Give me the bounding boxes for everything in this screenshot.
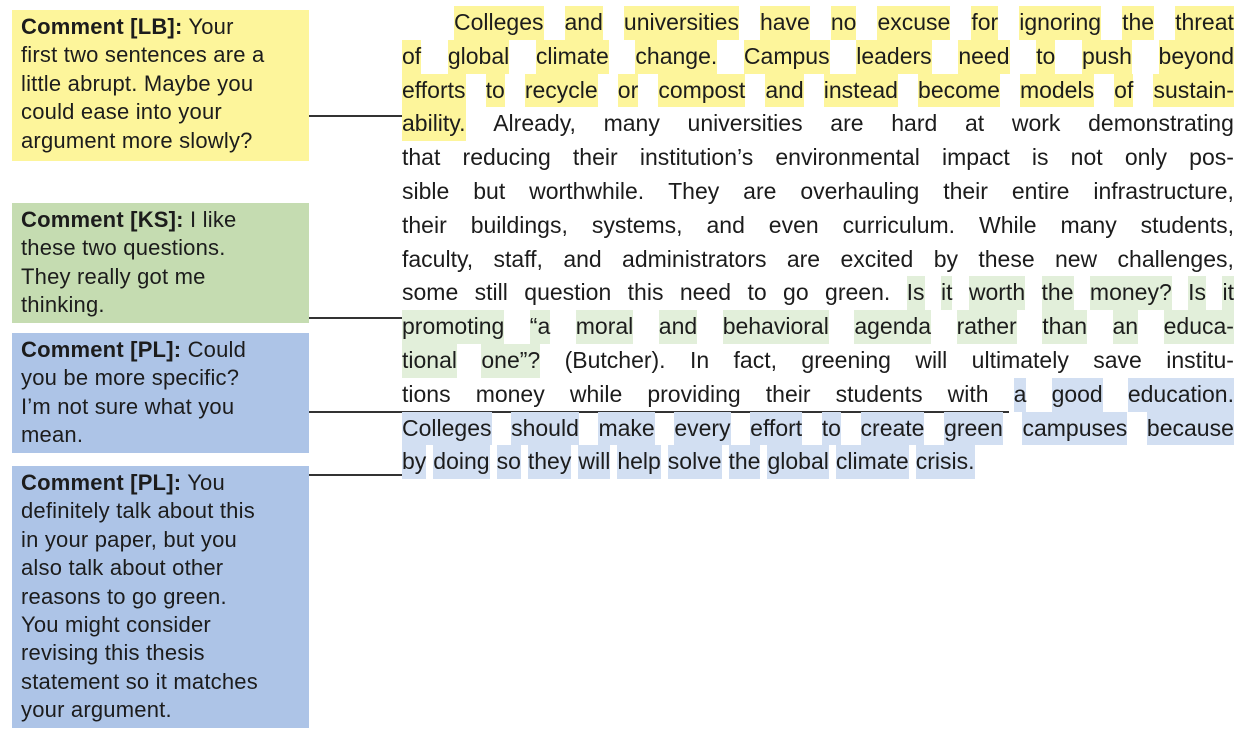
word: question xyxy=(524,279,612,306)
word: They xyxy=(668,177,720,204)
word: challenges, xyxy=(1117,245,1234,272)
paragraph-line xyxy=(402,6,1234,40)
word: Colleges xyxy=(402,412,492,446)
word: are xyxy=(786,245,821,272)
word: is xyxy=(1031,144,1049,171)
word: agenda xyxy=(854,310,931,344)
word: recycle xyxy=(525,74,598,108)
word: not xyxy=(1070,144,1103,171)
paragraph-line xyxy=(402,209,1234,243)
comment-text-line: also talk about other xyxy=(21,555,224,581)
word: only xyxy=(1124,144,1168,171)
word: tional xyxy=(402,344,457,378)
word: Campus xyxy=(744,40,830,74)
word: for xyxy=(971,6,998,40)
word: beyond xyxy=(1159,40,1234,74)
word: climate xyxy=(836,445,909,479)
word: administrators xyxy=(622,245,767,272)
word: ignoring xyxy=(1019,6,1101,40)
word: campuses xyxy=(1022,412,1127,446)
comment-text-line: Your xyxy=(188,14,234,39)
word: change. xyxy=(635,40,717,74)
word: educa- xyxy=(1164,310,1234,344)
word: excited xyxy=(840,245,914,272)
comment-connector-lb xyxy=(309,115,403,117)
paragraph-line xyxy=(402,276,1234,310)
word: curriculum. xyxy=(842,211,956,238)
word: green. xyxy=(825,279,891,306)
word: and xyxy=(565,6,603,40)
word: instead xyxy=(824,74,898,108)
word: pos- xyxy=(1189,144,1234,171)
word: sustain- xyxy=(1153,74,1234,108)
word: solve xyxy=(668,445,722,479)
comment-text-line: I’m not sure what you xyxy=(21,393,235,419)
word: one”? xyxy=(481,344,540,378)
comment-text-line: I like xyxy=(190,207,237,232)
word: buildings, xyxy=(470,211,568,238)
word: so xyxy=(497,445,521,479)
word: of xyxy=(402,40,421,74)
word: to xyxy=(486,74,505,108)
comment-text-line: reasons to go green. xyxy=(21,583,227,609)
word: to xyxy=(822,412,841,446)
paragraph-line xyxy=(402,141,1234,175)
word: create xyxy=(861,412,925,446)
word: sible xyxy=(402,177,450,204)
comment-connector-pl-thesis xyxy=(309,474,403,476)
word: universities xyxy=(687,110,803,137)
word: go xyxy=(783,279,809,306)
comment-author: Comment [PL]: xyxy=(21,470,182,495)
word: become xyxy=(918,74,1000,108)
word: by xyxy=(933,245,958,272)
word: (Butcher). xyxy=(564,346,666,373)
paragraph-line xyxy=(402,175,1234,209)
paragraph-line xyxy=(402,378,1234,412)
word: demonstrating xyxy=(1088,110,1234,137)
word: reducing xyxy=(462,144,551,171)
word: will xyxy=(915,346,948,373)
word: moral xyxy=(576,310,634,344)
word: effort xyxy=(750,412,802,446)
word: it xyxy=(1222,276,1234,310)
word: Is xyxy=(907,276,925,310)
comment-text-line: your argument. xyxy=(21,697,172,723)
word: or xyxy=(618,74,638,108)
word: have xyxy=(760,6,810,40)
word: rather xyxy=(957,310,1017,344)
word: are xyxy=(743,177,777,204)
word: Is xyxy=(1188,276,1206,310)
word: leaders xyxy=(856,40,931,74)
word: greening xyxy=(801,346,891,373)
word: need xyxy=(958,40,1009,74)
comment-text-line: revising this thesis xyxy=(21,640,205,666)
comment-text-line: mean. xyxy=(21,422,84,448)
word: many xyxy=(1060,211,1117,238)
word: save xyxy=(1093,346,1142,373)
word: still xyxy=(474,279,508,306)
word: but xyxy=(473,177,506,204)
word: models xyxy=(1020,74,1094,108)
comment-text-line: little abrupt. Maybe you xyxy=(21,70,254,96)
word: universities xyxy=(624,6,739,40)
word: new xyxy=(1054,245,1098,272)
word: many xyxy=(603,110,660,137)
comment-text-line: thinking. xyxy=(21,292,105,318)
word: to xyxy=(1036,40,1055,74)
comment-text-line: Could xyxy=(187,337,247,362)
paragraph-line xyxy=(402,445,1234,479)
word: compost xyxy=(658,74,745,108)
comment-text-line: could ease into your xyxy=(21,99,222,125)
word: of xyxy=(1114,74,1133,108)
word: because xyxy=(1147,412,1234,446)
word: impact xyxy=(941,144,1010,171)
comment-text-line: first two sentences are a xyxy=(21,42,265,68)
word: work xyxy=(1011,110,1061,137)
word: their xyxy=(402,211,447,238)
word: environmental xyxy=(775,144,920,171)
word: global xyxy=(448,40,509,74)
word: money? xyxy=(1090,276,1172,310)
word: education. xyxy=(1128,378,1234,412)
word: hard xyxy=(891,110,938,137)
paragraph-line xyxy=(402,243,1234,277)
word: global xyxy=(767,445,828,479)
paragraph-line xyxy=(402,310,1234,344)
word: should xyxy=(511,412,579,446)
word: an xyxy=(1113,310,1139,344)
word: infrastructure, xyxy=(1093,177,1234,204)
word: every xyxy=(674,412,730,446)
word: push xyxy=(1082,40,1132,74)
word: overhauling xyxy=(800,177,920,204)
word: “a xyxy=(530,310,550,344)
word: the xyxy=(1122,6,1154,40)
comment-pl-specific[interactable] xyxy=(12,333,309,453)
paragraph-line xyxy=(402,412,1234,446)
comment-author: Comment [LB]: xyxy=(21,14,183,39)
word: staff, xyxy=(493,245,543,272)
word: need xyxy=(679,279,732,306)
comment-text-line: statement so it matches xyxy=(21,668,258,694)
word: no xyxy=(831,6,857,40)
paragraph-line xyxy=(402,74,1234,108)
word: While xyxy=(979,211,1037,238)
word: than xyxy=(1042,310,1087,344)
word: it xyxy=(941,276,953,310)
word: even xyxy=(768,211,819,238)
word: climate xyxy=(536,40,609,74)
word: worthwhile. xyxy=(529,177,645,204)
comment-text-line: these two questions. xyxy=(21,235,226,261)
word: Already, xyxy=(493,110,576,137)
word: and xyxy=(706,211,745,238)
word: their xyxy=(572,144,618,171)
paragraph-line xyxy=(402,107,1234,141)
word: a xyxy=(1014,378,1027,412)
word: tions xyxy=(402,380,451,407)
comment-ks[interactable] xyxy=(12,203,309,323)
word: at xyxy=(964,110,985,137)
word: they xyxy=(528,445,571,479)
word: their xyxy=(765,380,811,407)
word: and xyxy=(765,74,803,108)
comment-author: Comment [KS]: xyxy=(21,207,184,232)
word: providing xyxy=(647,380,741,407)
word: efforts xyxy=(402,74,466,108)
word: promoting xyxy=(402,310,504,344)
word: with xyxy=(947,380,989,407)
comment-text-line: You might consider xyxy=(21,612,211,638)
word: to xyxy=(747,279,767,306)
word: green xyxy=(944,412,1003,446)
comment-lb[interactable] xyxy=(12,10,309,161)
word: In xyxy=(689,346,710,373)
word: threat xyxy=(1175,6,1234,40)
word: crisis. xyxy=(916,445,975,479)
word: will xyxy=(578,445,610,479)
word: the xyxy=(1042,276,1074,310)
word: their xyxy=(943,177,988,204)
comment-pl-thesis[interactable] xyxy=(12,466,309,728)
essay-paragraph xyxy=(402,6,1234,479)
word: doing xyxy=(433,445,489,479)
word: behavioral xyxy=(723,310,829,344)
word: students, xyxy=(1140,211,1234,238)
comment-text-line: They really got me xyxy=(21,263,206,289)
word: ultimately xyxy=(971,346,1069,373)
word: entire xyxy=(1011,177,1070,204)
word: these xyxy=(978,245,1035,272)
word: by xyxy=(402,445,426,479)
paragraph-line xyxy=(402,344,1234,378)
word: help xyxy=(617,445,660,479)
word: excuse xyxy=(877,6,950,40)
word: institution’s xyxy=(639,144,754,171)
comment-author: Comment [PL]: xyxy=(21,337,182,362)
comment-text-line: you be more specific? xyxy=(21,365,240,391)
word: money xyxy=(475,380,545,407)
word: and xyxy=(659,310,697,344)
word: fact, xyxy=(733,346,778,373)
comment-text-line: in your paper, but you xyxy=(21,526,237,552)
paragraph-line xyxy=(402,40,1234,74)
word: ability. xyxy=(402,107,466,141)
word: faculty, xyxy=(402,245,474,272)
comment-text-line: You xyxy=(187,470,225,495)
word: make xyxy=(598,412,654,446)
word: good xyxy=(1052,378,1103,412)
word: Colleges xyxy=(454,6,544,40)
word: institu- xyxy=(1166,346,1234,373)
word: systems, xyxy=(591,211,683,238)
word: the xyxy=(729,445,761,479)
word: worth xyxy=(969,276,1025,310)
word: students xyxy=(835,380,923,407)
comment-connector-ks xyxy=(309,317,403,319)
comment-text-line: argument more slowly? xyxy=(21,127,253,153)
word: while xyxy=(569,380,623,407)
word: and xyxy=(563,245,602,272)
comment-text-line: definitely talk about this xyxy=(21,498,255,524)
word: that xyxy=(402,144,441,171)
word: are xyxy=(830,110,864,137)
word: some xyxy=(402,279,459,306)
word: this xyxy=(627,279,664,306)
